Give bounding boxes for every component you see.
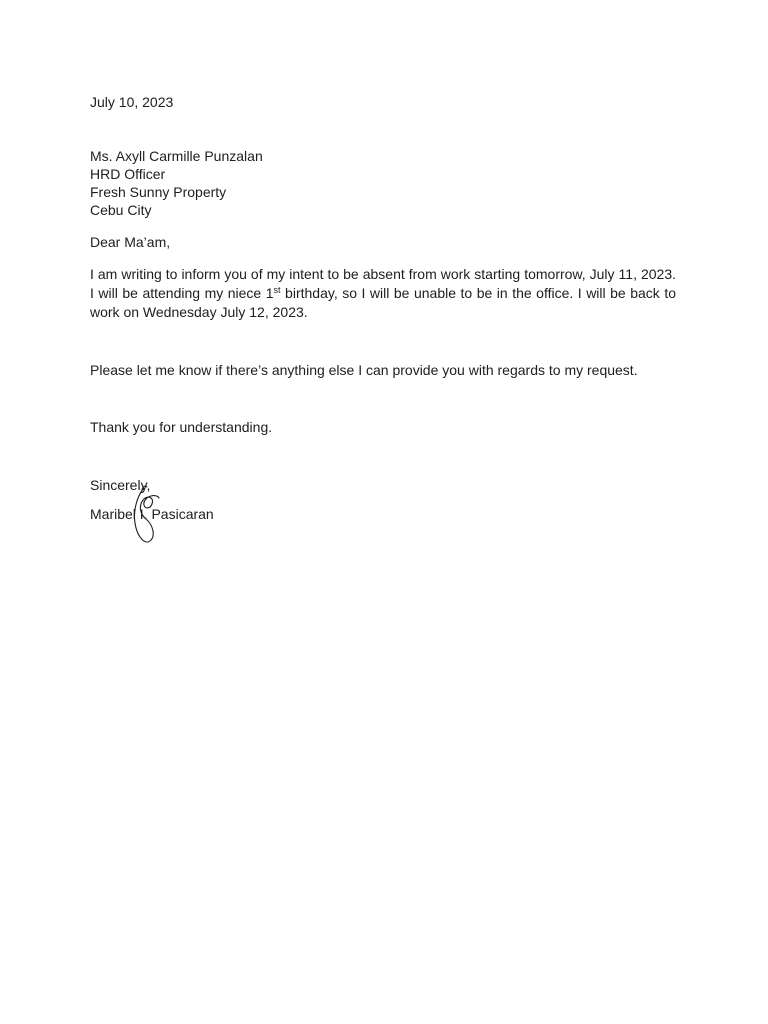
recipient-company: Fresh Sunny Property [90, 184, 227, 200]
closing: Sincerely, [90, 477, 151, 493]
signer-name: Maribel I. Pasicaran [90, 506, 214, 522]
recipient-address [90, 147, 676, 219]
letter-date: July 10, 2023 [90, 94, 174, 110]
body-paragraph-2: Please let me know if there’s anything else I can provide you with regards to my request. [90, 362, 638, 378]
letter [90, 93, 676, 523]
paragraph-1-text-start: I am writing to inform you of my intent to be absent from work starting tomorrow, July 11, 2023. I will be attending my niece 1 [90, 266, 676, 301]
handwritten-signature-icon [128, 485, 168, 549]
salutation: Dear Ma’am, [90, 234, 171, 250]
recipient-city: Cebu City [90, 202, 152, 218]
paragraph-1-text-end: birthday, so I will be unable to be in the office. I will be back to work on Wednesday July 12, 2023. [90, 285, 676, 320]
recipient-name: Ms. Axyll Carmille Punzalan [90, 148, 263, 164]
recipient-title: HRD Officer [90, 166, 166, 182]
body-paragraph-1 [90, 265, 676, 322]
ordinal-superscript: st [273, 285, 281, 296]
signature-block [90, 505, 676, 523]
body-paragraph-3: Thank you for understanding. [90, 419, 273, 435]
